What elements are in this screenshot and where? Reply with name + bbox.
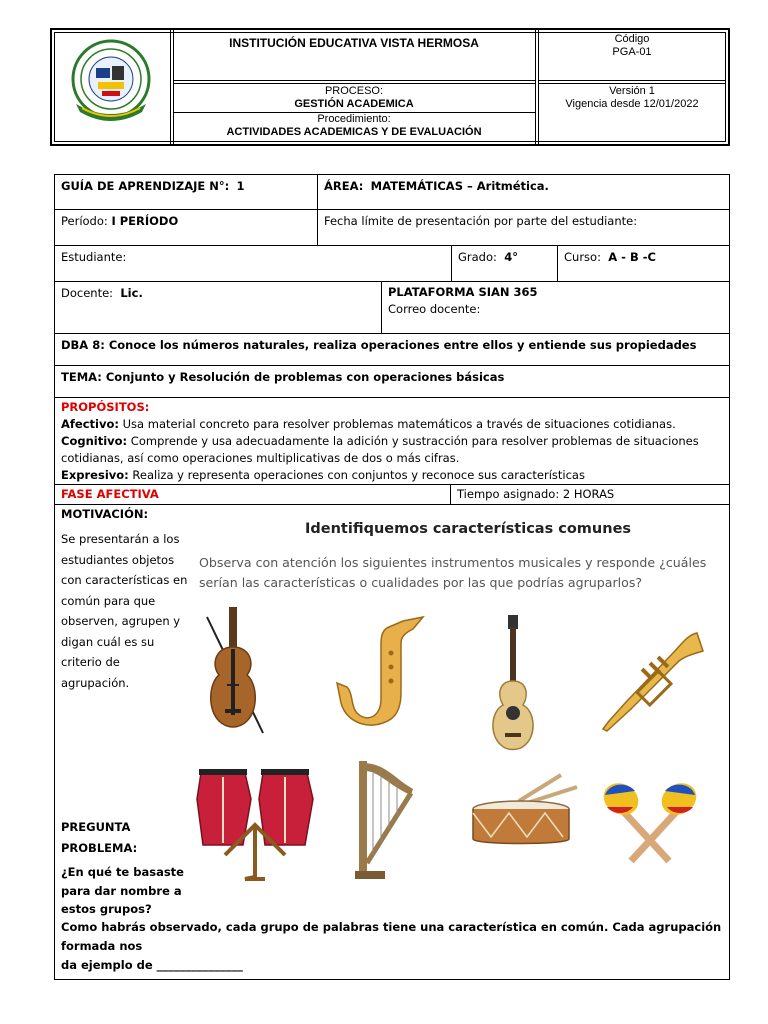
pregunta-label: PREGUNTA (61, 820, 131, 834)
maracas-icon (599, 777, 701, 865)
question-line: ¿En qué te basaste (61, 865, 184, 879)
codigo-label: Código (614, 33, 650, 45)
cognitivo-text-2: cotidianas, así como operaciones multiplicativas de dos o más cifras. (61, 451, 460, 465)
row-dba (54, 333, 730, 366)
motivacion-line: Se presentarán a los (61, 532, 180, 546)
afectivo-text: Usa material concreto para resolver problemas matemáticos a través de situaciones cotidianas. (118, 417, 676, 431)
image-instruction (199, 553, 729, 593)
row-docente (54, 281, 730, 334)
row-propositos (54, 397, 730, 485)
propositos-title: PROPÓSITOS: (61, 400, 150, 414)
vigencia: Vigencia desde 12/01/2022 (565, 98, 699, 110)
image-title: Identifiquemos características comunes (305, 521, 632, 537)
docente-value: Lic. (120, 286, 143, 300)
fase-title: FASE AFECTIVA (61, 487, 159, 501)
motivacion-line: común para que (61, 593, 156, 608)
tiempo-asignado: Tiempo asignado: 2 HORAS (457, 487, 615, 501)
harp-icon (355, 759, 419, 883)
saxophone-icon (333, 613, 433, 731)
violin-icon (197, 605, 272, 737)
expresivo-label: Expresivo: (61, 468, 129, 482)
trumpet-icon (599, 631, 705, 735)
estudiante-label: Estudiante: (61, 250, 127, 264)
afectivo-label: Afectivo: (61, 417, 119, 431)
proceso-label: PROCESO: (324, 85, 384, 97)
periodo-value: I PERÍODO (111, 214, 179, 228)
motivacion-line: estudiantes objetos (61, 552, 175, 567)
pregunta-problema (61, 817, 137, 858)
guitar-icon (485, 613, 541, 753)
procedimiento-label: Procedimiento: (317, 113, 391, 125)
tema-text: TEMA: Conjunto y Resolución de problemas con operaciones básicas (61, 370, 505, 384)
correo-label: Correo docente: (388, 302, 481, 316)
row-fase (54, 484, 730, 505)
closing-text (61, 918, 725, 975)
curso-value: A - B -C (608, 250, 656, 264)
grado-label: Grado: (458, 250, 497, 264)
row-tema (54, 365, 730, 398)
problema-label: PROBLEMA: (61, 840, 138, 855)
instruction-line-1: Observa con atención los siguientes instrumentos musicales y responde ¿cuáles (199, 555, 707, 570)
row-motivacion (54, 504, 730, 980)
motivacion-line: agrupación. (61, 675, 130, 690)
question-line: para dar nombre a (61, 883, 182, 898)
row-estudiante (54, 245, 730, 282)
version: Versión 1 (609, 85, 655, 97)
expresivo-text: Realiza y representa operaciones con conjuntos y reconoce sus características (128, 468, 585, 482)
motivacion-text (61, 529, 196, 693)
procedimiento-value: ACTIVIDADES ACADEMICAS Y DE EVALUACIÓN (226, 126, 482, 138)
institution-name: INSTITUCIÓN EDUCATIVA VISTA HERMOSA (229, 36, 479, 50)
area-value: MATEMÁTICAS – Aritmética. (370, 179, 549, 193)
plataforma: PLATAFORMA SIAN 365 (388, 285, 538, 299)
grado-value: 4° (504, 250, 518, 264)
codigo-value: PGA-01 (612, 46, 652, 58)
guia-value: 1 (236, 179, 245, 193)
cognitivo-text-1: Comprende y usa adecuadamente la adición y sustracción para resolver problemas de situaciones (127, 434, 699, 448)
motivacion-line: observen, agrupen y (61, 614, 181, 628)
motivacion-line: criterio de (61, 655, 120, 669)
pregunta-text (61, 863, 184, 919)
motivacion-title: MOTIVACIÓN: (61, 507, 149, 521)
school-logo (64, 36, 158, 130)
row-periodo (54, 209, 730, 246)
proceso-value: GESTIÓN ACADEMICA (294, 98, 414, 110)
row-guia (54, 174, 730, 210)
fecha-label: Fecha límite de presentación por parte del estudiante: (324, 214, 638, 228)
question-line: estos grupos? (61, 902, 152, 916)
area-label: ÁREA: (324, 179, 364, 193)
instruction-line-2: serían las características o cualidades por las que podrías agruparlos? (199, 575, 643, 590)
motivacion-line: con características en (61, 573, 188, 587)
conga-drums-icon (195, 765, 319, 881)
cognitivo-label: Cognitivo: (61, 434, 128, 448)
closing-line-1: Como habrás observado, cada grupo de palabras tiene una característica en común. Cada agrupación formada nos (61, 920, 722, 953)
guia-label: GUÍA DE APRENDIZAJE N°: (61, 179, 230, 193)
drum-icon (469, 773, 581, 853)
docente-label: Docente: (61, 286, 114, 300)
curso-label: Curso: (564, 250, 601, 264)
periodo-label: Período: (61, 214, 108, 228)
dba-text: DBA 8: Conoce los números naturales, realiza operaciones entre ellos y entiende sus propiedades (61, 338, 697, 352)
closing-line-2: da ejemplo de _______________ (61, 958, 243, 972)
motivacion-line: digan cuál es su (61, 634, 155, 649)
